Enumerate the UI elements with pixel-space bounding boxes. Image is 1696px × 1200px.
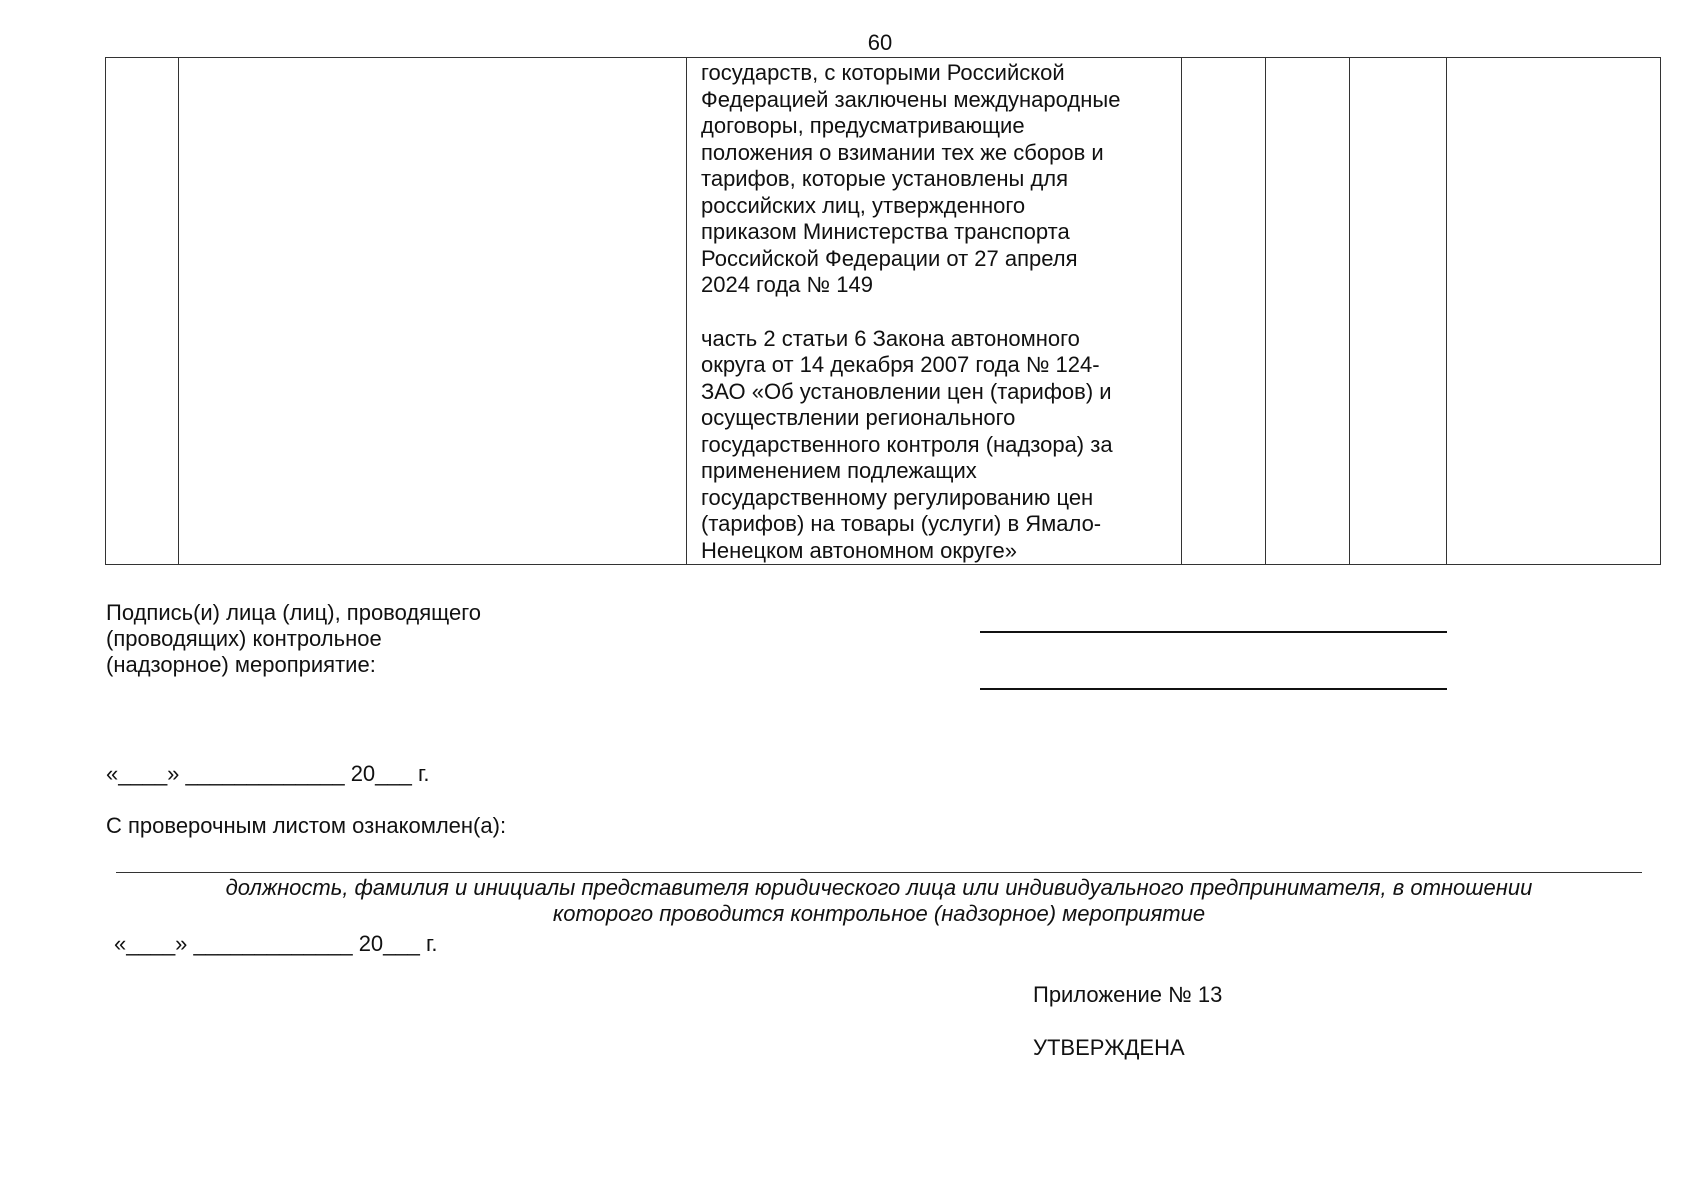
row-number-cell <box>106 58 179 565</box>
appendix-number: Приложение № 13 <box>1033 982 1223 1007</box>
acknowledgement-line <box>116 872 1642 873</box>
approved-label: УТВЕРЖДЕНА <box>1033 1035 1185 1060</box>
requirement-cell <box>179 58 687 565</box>
answer-na-cell <box>1350 58 1447 565</box>
signature-line <box>980 631 1447 633</box>
answer-yes-cell <box>1182 58 1266 565</box>
acknowledgement-label: С проверочным листом ознакомлен(а): <box>106 813 507 838</box>
signature-line <box>980 688 1447 690</box>
note-cell <box>1447 58 1661 565</box>
legal-reference: часть 2 статьи 6 Закона автономного округа от 14 декабря 2007 года № 124- ЗАО «Об установлении цен (тарифов) и осуществлении регионального государственного контроля (надзора) за применением подлежащих государственному регулированию цен (тарифов) на товары (услуги) в Ямало- Ненецком автономном округе» <box>701 325 1113 563</box>
acknowledgement-date-line: «____» _____________ 20___ г. <box>114 931 438 956</box>
signature-date-line: «____» _____________ 20___ г. <box>106 761 430 786</box>
signature-label: Подпись(и) лица (лиц), проводящего (проводящих) контрольное (надзорное) мероприятие: <box>106 600 481 677</box>
page-number: 60 <box>867 30 893 55</box>
checklist-table <box>105 57 1661 565</box>
answer-no-cell <box>1266 58 1350 565</box>
legal-basis-cell <box>687 58 1182 565</box>
legal-reference: государств, с которыми Российской Федерацией заключены международные договоры, предусматривающие положения о взимании тех же сборов и тарифов, которые установлены для российских лиц, утвержденного приказом Министерства транспорта Российской Федерации от 27 апреля 2024 года № 149 <box>701 60 1121 297</box>
table-row <box>106 58 1661 565</box>
acknowledgement-caption: должность, фамилия и инициалы представителя юридического лица или индивидуального предпринимателя, в отношении которого проводится контрольное (надзорное) мероприятие <box>225 875 1533 926</box>
